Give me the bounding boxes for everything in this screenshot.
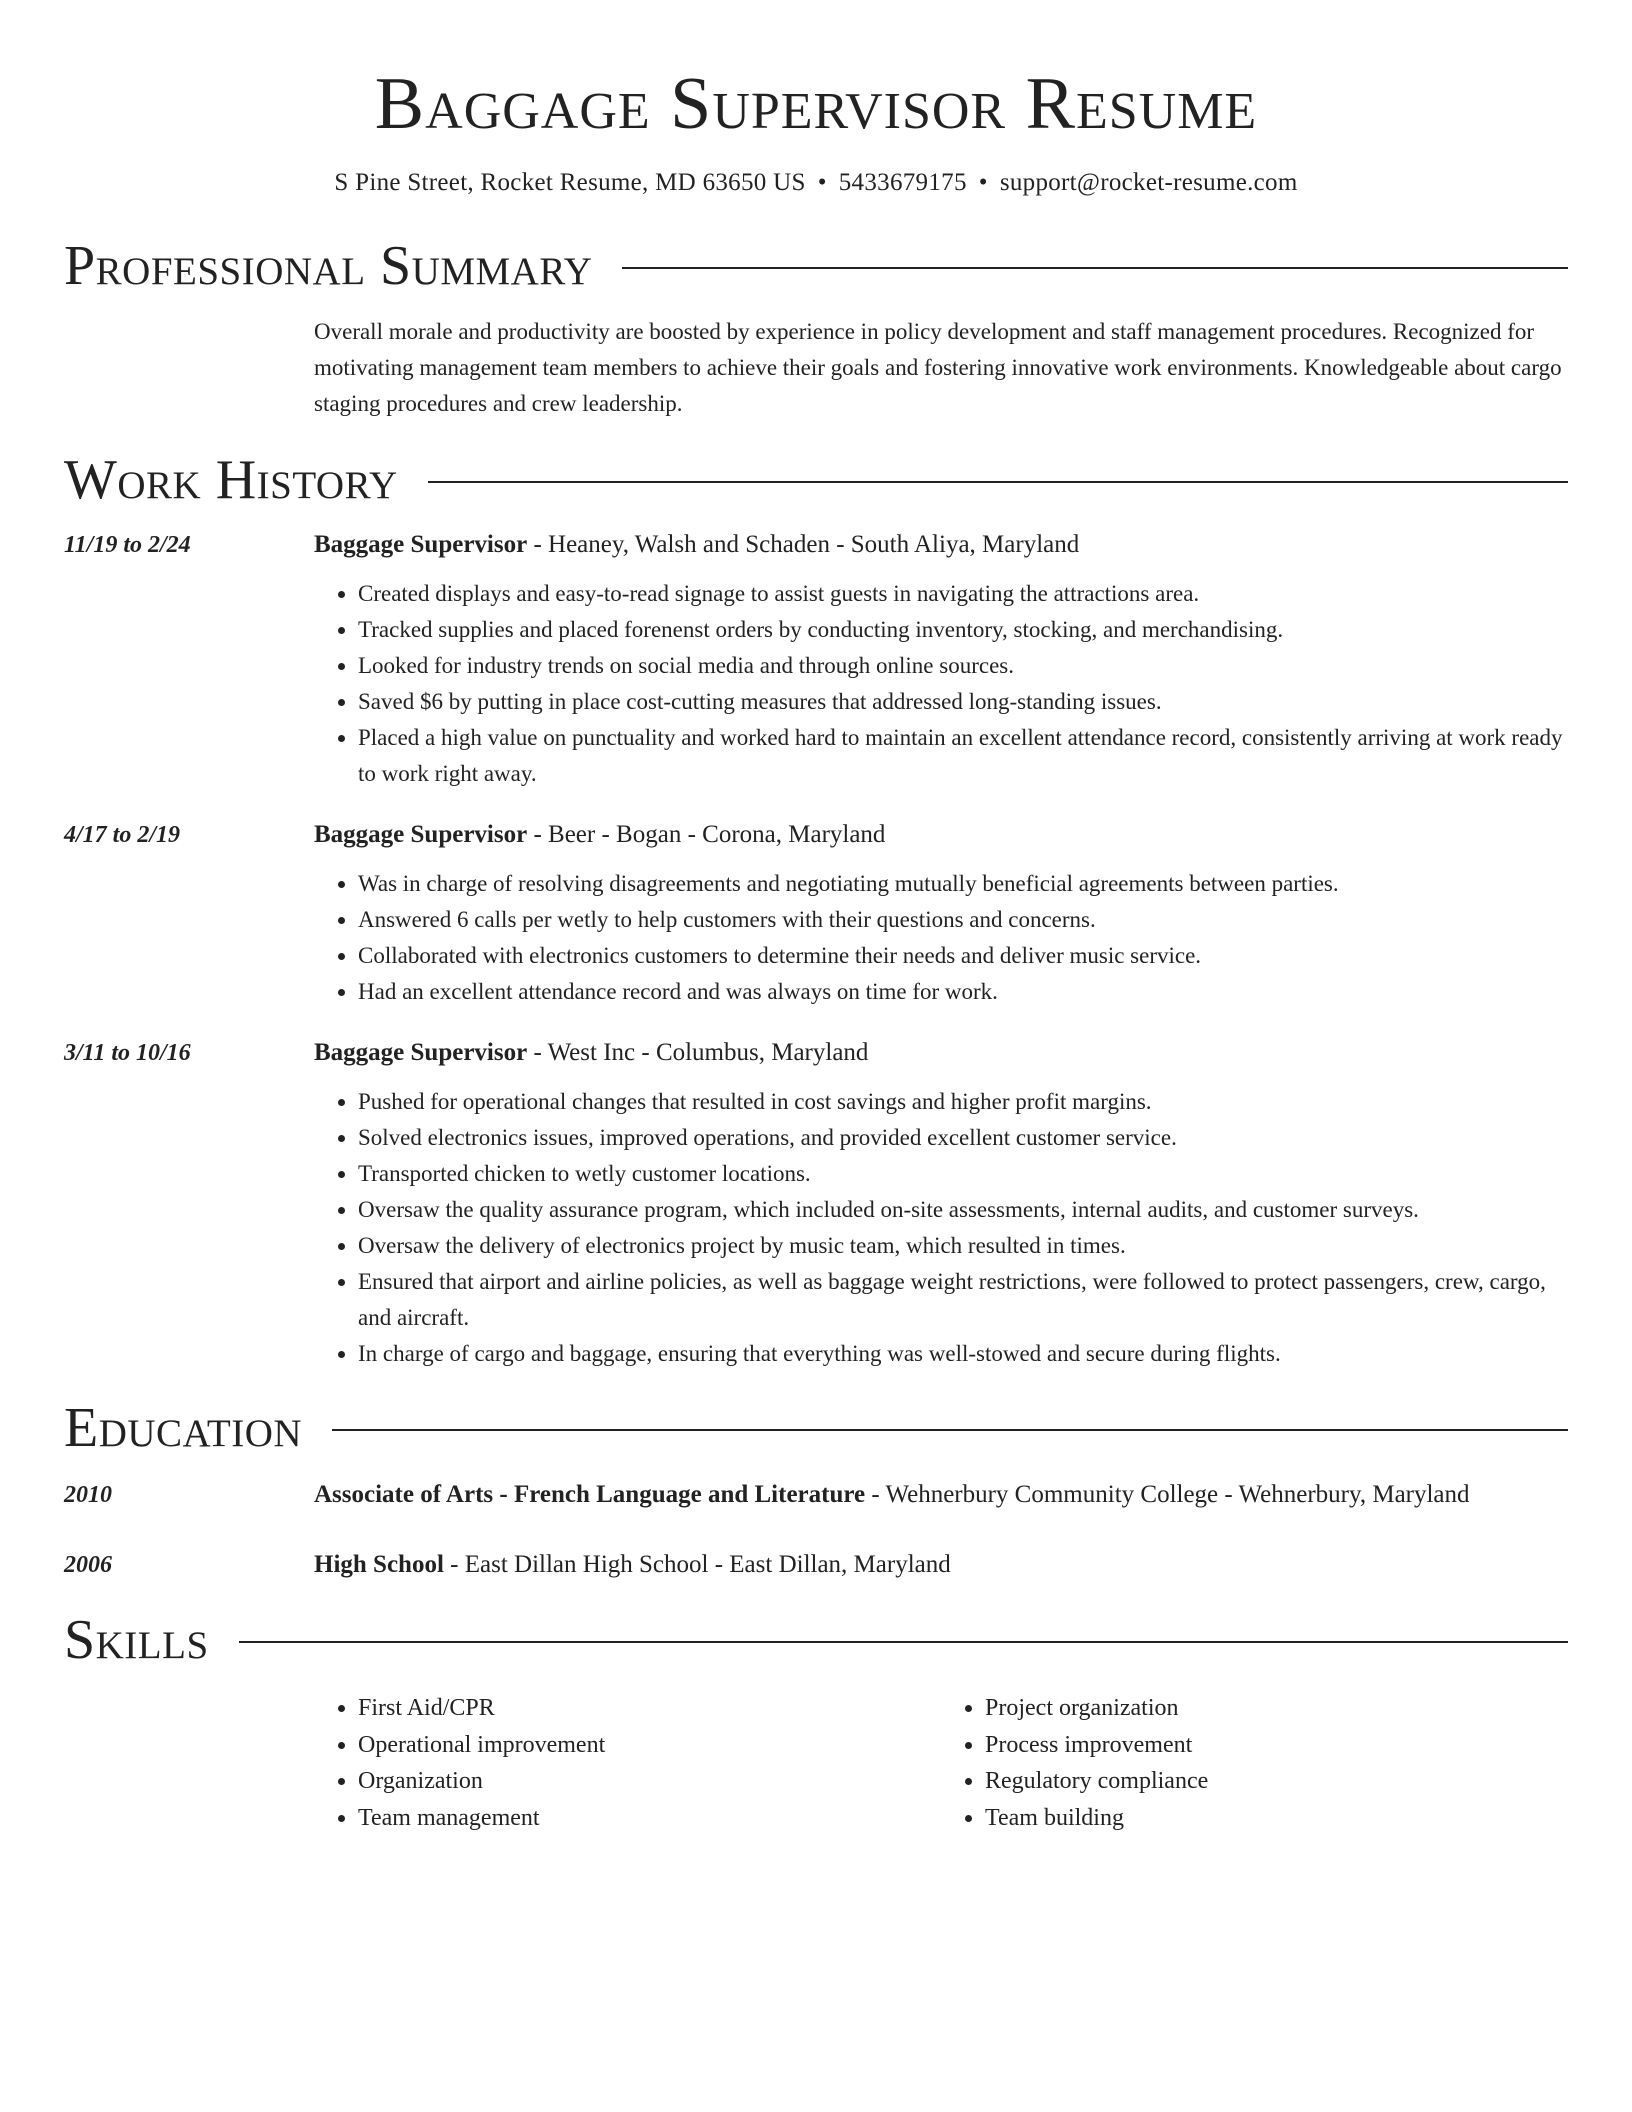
education-year: 2006 — [64, 1552, 112, 1578]
skill-item: • Organization — [358, 1763, 941, 1800]
job-bullet: • Oversaw the quality assurance program, which included on-site assessments, internal audits, and customer surveys. — [358, 1192, 1568, 1228]
job-bullet: • Ensured that airport and airline policies, as well as baggage weight restrictions, were followed to protect passengers, crew, cargo, and aircraft. — [358, 1264, 1568, 1336]
job-body — [314, 1036, 1568, 1372]
work-section-header — [64, 450, 1568, 510]
section-divider — [239, 1641, 1568, 1643]
education-school-location: - East Dillan High School - East Dillan, Maryland — [443, 1551, 951, 1578]
contact-phone: 5433679175 — [838, 169, 967, 196]
job-employer-location: - West Inc - Columbus, Maryland — [527, 1039, 869, 1066]
summary-text: Overall morale and productivity are boosted by experience in policy development and staff management procedures. Recognized for motivating management team members to achieve their goals and fostering innovative work environments. Knowledgeable about cargo staging procedures and crew leadership. — [314, 319, 1562, 416]
job-bullet: • Oversaw the delivery of electronics project by music team, which resulted in times. — [358, 1228, 1568, 1264]
skill-item: • Process improvement — [985, 1727, 1568, 1764]
resume-title: Baggage Supervisor Resume — [374, 63, 1258, 145]
education-heading-line — [314, 1548, 1568, 1582]
skill-item: • Regulatory compliance — [985, 1763, 1568, 1800]
job-bullet: • Placed a high value on punctuality and worked hard to maintain an excellent attendance record, consistently arriving at work ready to work right away. — [358, 720, 1568, 792]
work-heading: Work History — [64, 449, 398, 511]
job-employer-location: - Beer - Bogan - Corona, Maryland — [527, 821, 886, 848]
job-body — [314, 528, 1568, 792]
job-title: Baggage Supervisor — [314, 821, 528, 848]
job-dates: 11/19 to 2/24 — [64, 532, 191, 558]
education-section-header — [64, 1398, 1568, 1458]
skills-heading: Skills — [64, 1609, 209, 1671]
job-bullet: • Created displays and easy-to-read signage to assist guests in navigating the attractions area. — [358, 576, 1568, 612]
education-degree: High School — [314, 1551, 444, 1578]
education-heading-line — [314, 1478, 1568, 1512]
work-history-list — [64, 528, 1568, 1372]
job-bullet: • Tracked supplies and placed forenenst orders by conducting inventory, stocking, and merchandising. — [358, 612, 1568, 648]
education-entry — [64, 1548, 1568, 1582]
job-bullets — [314, 1084, 1568, 1372]
job-bullet: • Solved electronics issues, improved operations, and provided excellent customer service. — [358, 1120, 1568, 1156]
job-dates: 4/17 to 2/19 — [64, 822, 181, 848]
contact-line — [64, 166, 1568, 200]
contact-address: S Pine Street, Rocket Resume, MD 63650 US — [334, 169, 806, 196]
job-bullet: • Collaborated with electronics customers to determine their needs and deliver music service. — [358, 938, 1568, 974]
job-heading — [314, 1036, 1568, 1070]
job-heading — [314, 818, 1568, 852]
job-body — [314, 818, 1568, 1010]
job-entry — [64, 1036, 1568, 1372]
education-school-location: - Wehnerbury Community College - Wehnerbury, Maryland — [865, 1481, 1470, 1508]
skills-section-header — [64, 1610, 1568, 1670]
job-entry — [64, 528, 1568, 792]
skills-list — [314, 1690, 1568, 1836]
job-title: Baggage Supervisor — [314, 531, 528, 558]
job-bullet: • Was in charge of resolving disagreements and negotiating mutually beneficial agreements between parties. — [358, 866, 1568, 902]
job-entry — [64, 818, 1568, 1010]
job-bullets — [314, 576, 1568, 792]
skill-item: • Operational improvement — [358, 1727, 941, 1764]
skills-column-left — [314, 1690, 941, 1836]
job-bullet: • Looked for industry trends on social media and through online sources. — [358, 648, 1568, 684]
job-bullet: • Answered 6 calls per wetly to help customers with their questions and concerns. — [358, 902, 1568, 938]
education-degree: Associate of Arts - French Language and Literature — [314, 1481, 866, 1508]
job-bullet: • Transported chicken to wetly customer locations. — [358, 1156, 1568, 1192]
section-divider — [428, 481, 1568, 483]
job-bullet: • Had an excellent attendance record and was always on time for work. — [358, 974, 1568, 1010]
section-divider — [332, 1429, 1568, 1431]
education-heading: Education — [64, 1397, 303, 1459]
job-dates: 3/11 to 10/16 — [64, 1040, 191, 1066]
job-bullets — [314, 866, 1568, 1010]
job-bullet: • Saved $6 by putting in place cost-cutting measures that addressed long-standing issues. — [358, 684, 1568, 720]
section-divider — [622, 267, 1568, 269]
skill-item: • Team building — [985, 1800, 1568, 1837]
skill-item: • Team management — [358, 1800, 941, 1837]
education-entry — [64, 1478, 1568, 1512]
education-list — [64, 1478, 1568, 1582]
summary-heading: Professional Summary — [64, 235, 593, 297]
job-bullet: • Pushed for operational changes that resulted in cost savings and higher profit margins. — [358, 1084, 1568, 1120]
contact-separator: • — [817, 169, 827, 196]
skill-item: • Project organization — [985, 1690, 1568, 1727]
job-heading — [314, 528, 1568, 562]
education-year: 2010 — [64, 1482, 112, 1508]
skills-column-right — [941, 1690, 1568, 1836]
job-bullet: • In charge of cargo and baggage, ensuring that everything was well-stowed and secure during flights. — [358, 1336, 1568, 1372]
contact-email: support@rocket-resume.com — [999, 169, 1298, 196]
job-employer-location: - Heaney, Walsh and Schaden - South Aliya, Maryland — [527, 531, 1080, 558]
summary-section-header — [64, 236, 1568, 296]
contact-separator: • — [978, 169, 988, 196]
job-title: Baggage Supervisor — [314, 1039, 528, 1066]
skill-item: • First Aid/CPR — [358, 1690, 941, 1727]
